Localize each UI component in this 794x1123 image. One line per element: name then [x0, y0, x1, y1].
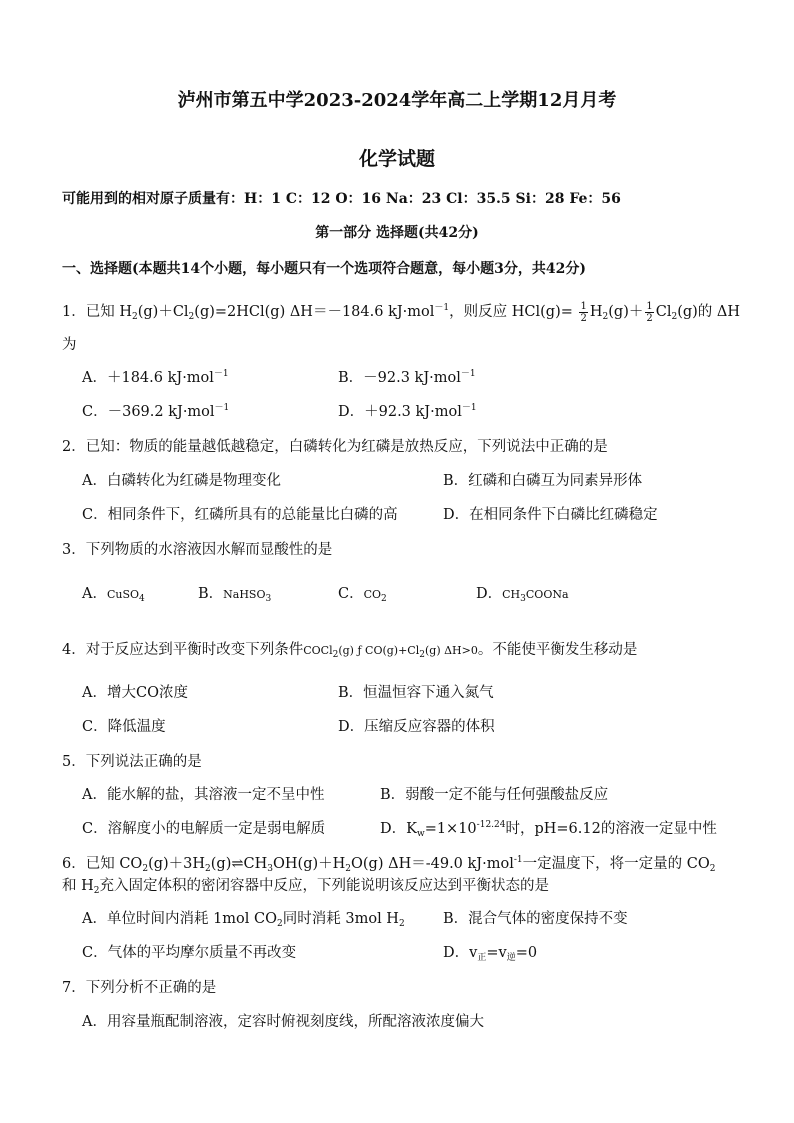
q3-option-b: B．NaHSO$_3$ — [198, 586, 272, 604]
q4-option-d: D．压缩反应容器的体积 — [338, 719, 495, 735]
question-5-stem: 5．下列说法正确的是 — [62, 754, 202, 770]
q4-option-c: C．降低温度 — [82, 719, 166, 735]
fraction-half: $\frac{1}{2}$ — [646, 300, 653, 324]
subject-title: 化学试题 — [358, 148, 435, 170]
q2-option-a: A．白磷转化为红磷是物理变化 — [82, 473, 281, 489]
q3-option-a: A．CuSO$_4$ — [82, 586, 145, 604]
question-7-stem: 7．下列分析不正确的是 — [62, 980, 217, 996]
question-2-stem: 2．已知：物质的能量越低越稳定，白磷转化为红磷是放热反应，下列说法中正确的是 — [62, 439, 608, 455]
q6-option-c: C．气体的平均摩尔质量不再改变 — [82, 945, 297, 961]
question-6-stem: 6．已知 $CO_2(g)+3H_2(g)\rightleftharpoons CH_3OH(g)+H_2O(g)$ ΔH＝-49.0 kJ·mol$^{-1}$一定温度下，将一定量的 $CO_2$ — [62, 855, 716, 874]
q6-option-d: D．$v_正=v_逆=0$ — [443, 945, 538, 963]
q2-option-c: C．相同条件下，红磷所具有的总能量比白磷的高 — [82, 507, 398, 523]
q1-option-b: B．－92.3 kJ·mol$^{-1}$ — [338, 369, 476, 386]
q1-option-c: C．－369.2 kJ·mol$^{-1}$ — [82, 403, 230, 420]
section-title: 一、选择题(本题共14个小题，每小题只有一个选项符合题意，每小题3分，共42分) — [62, 261, 586, 277]
q4-option-a: A．增大CO浓度 — [82, 685, 188, 701]
q6-option-b: B．混合气体的密度保持不变 — [443, 911, 628, 927]
part-title: 第一部分 选择题(共42分) — [315, 225, 479, 241]
exam-title: 泸州市第五中学2023-2024学年高二上学期12月月考 — [177, 90, 617, 111]
q7-option-a: A．用容量瓶配制溶液，定容时俯视刻度线，所配溶液浓度偏大 — [82, 1014, 484, 1030]
question-6-stem-cont: 和 $H_2$充入固定体积的密闭容器中反应，下列能说明该反应达到平衡状态的是 — [62, 878, 549, 896]
q3-option-c: C．$CO_2$ — [338, 586, 387, 604]
q1-option-a: A．＋184.6 kJ·mol$^{-1}$ — [82, 369, 229, 386]
q5-option-d: D．$K_w=1\times 10^{-12.24}$时，pH=6.12的溶液一定显中性 — [380, 820, 717, 839]
q2-option-b: B．红磷和白磷互为同素异形体 — [443, 473, 643, 489]
q5-option-c: C．溶解度小的电解质一定是弱电解质 — [82, 821, 326, 837]
q5-option-a: A．能水解的盐，其溶液一定不呈中性 — [82, 787, 325, 803]
q3-option-d: D．$CH_3COONa$ — [476, 586, 569, 604]
q1-option-d: D．＋92.3 kJ·mol$^{-1}$ — [338, 403, 477, 420]
q6-option-a: A．单位时间内消耗 1mol $CO_2$同时消耗 3mol $H_2$ — [82, 911, 405, 929]
q5-option-b: B．弱酸一定不能与任何强酸盐反应 — [380, 787, 609, 803]
question-1-stem-cont: 为 — [62, 337, 77, 353]
q4-option-b: B．恒温恒容下通入氮气 — [338, 685, 494, 701]
q2-option-d: D．在相同条件下白磷比红磷稳定 — [443, 507, 658, 523]
question-1-stem: 1．已知 $H_2(g)+Cl_2(g)=2HCl(g)$ ΔH＝－184.6 kJ·mol$^{-1}$，则反应 HCl(g)= $\frac{1}{2}$ $H_2(g)+$ $\frac{1}{2}$ $Cl_2(g)$的 ΔH — [62, 300, 741, 324]
equilibrium-equation: COCl$_2$(g) ƒ $CO(g)+Cl_2(g)$ ΔH>0 — [303, 644, 478, 660]
fraction-half: $\frac{1}{2}$ — [580, 300, 587, 324]
question-4-stem: 4．对于反应达到平衡时改变下列条件COCl$_2$(g) ƒ $CO(g)+Cl_2(g)$ ΔH>0。不能使平衡发生移动是 — [62, 642, 638, 660]
question-3-stem: 3．下列物质的水溶液因水解而显酸性的是 — [62, 542, 333, 558]
atomic-masses: 可能用到的相对原子质量有：H：1 C：12 O：16 Na：23 Cl：35.5 Si：28 Fe：56 — [62, 191, 621, 207]
